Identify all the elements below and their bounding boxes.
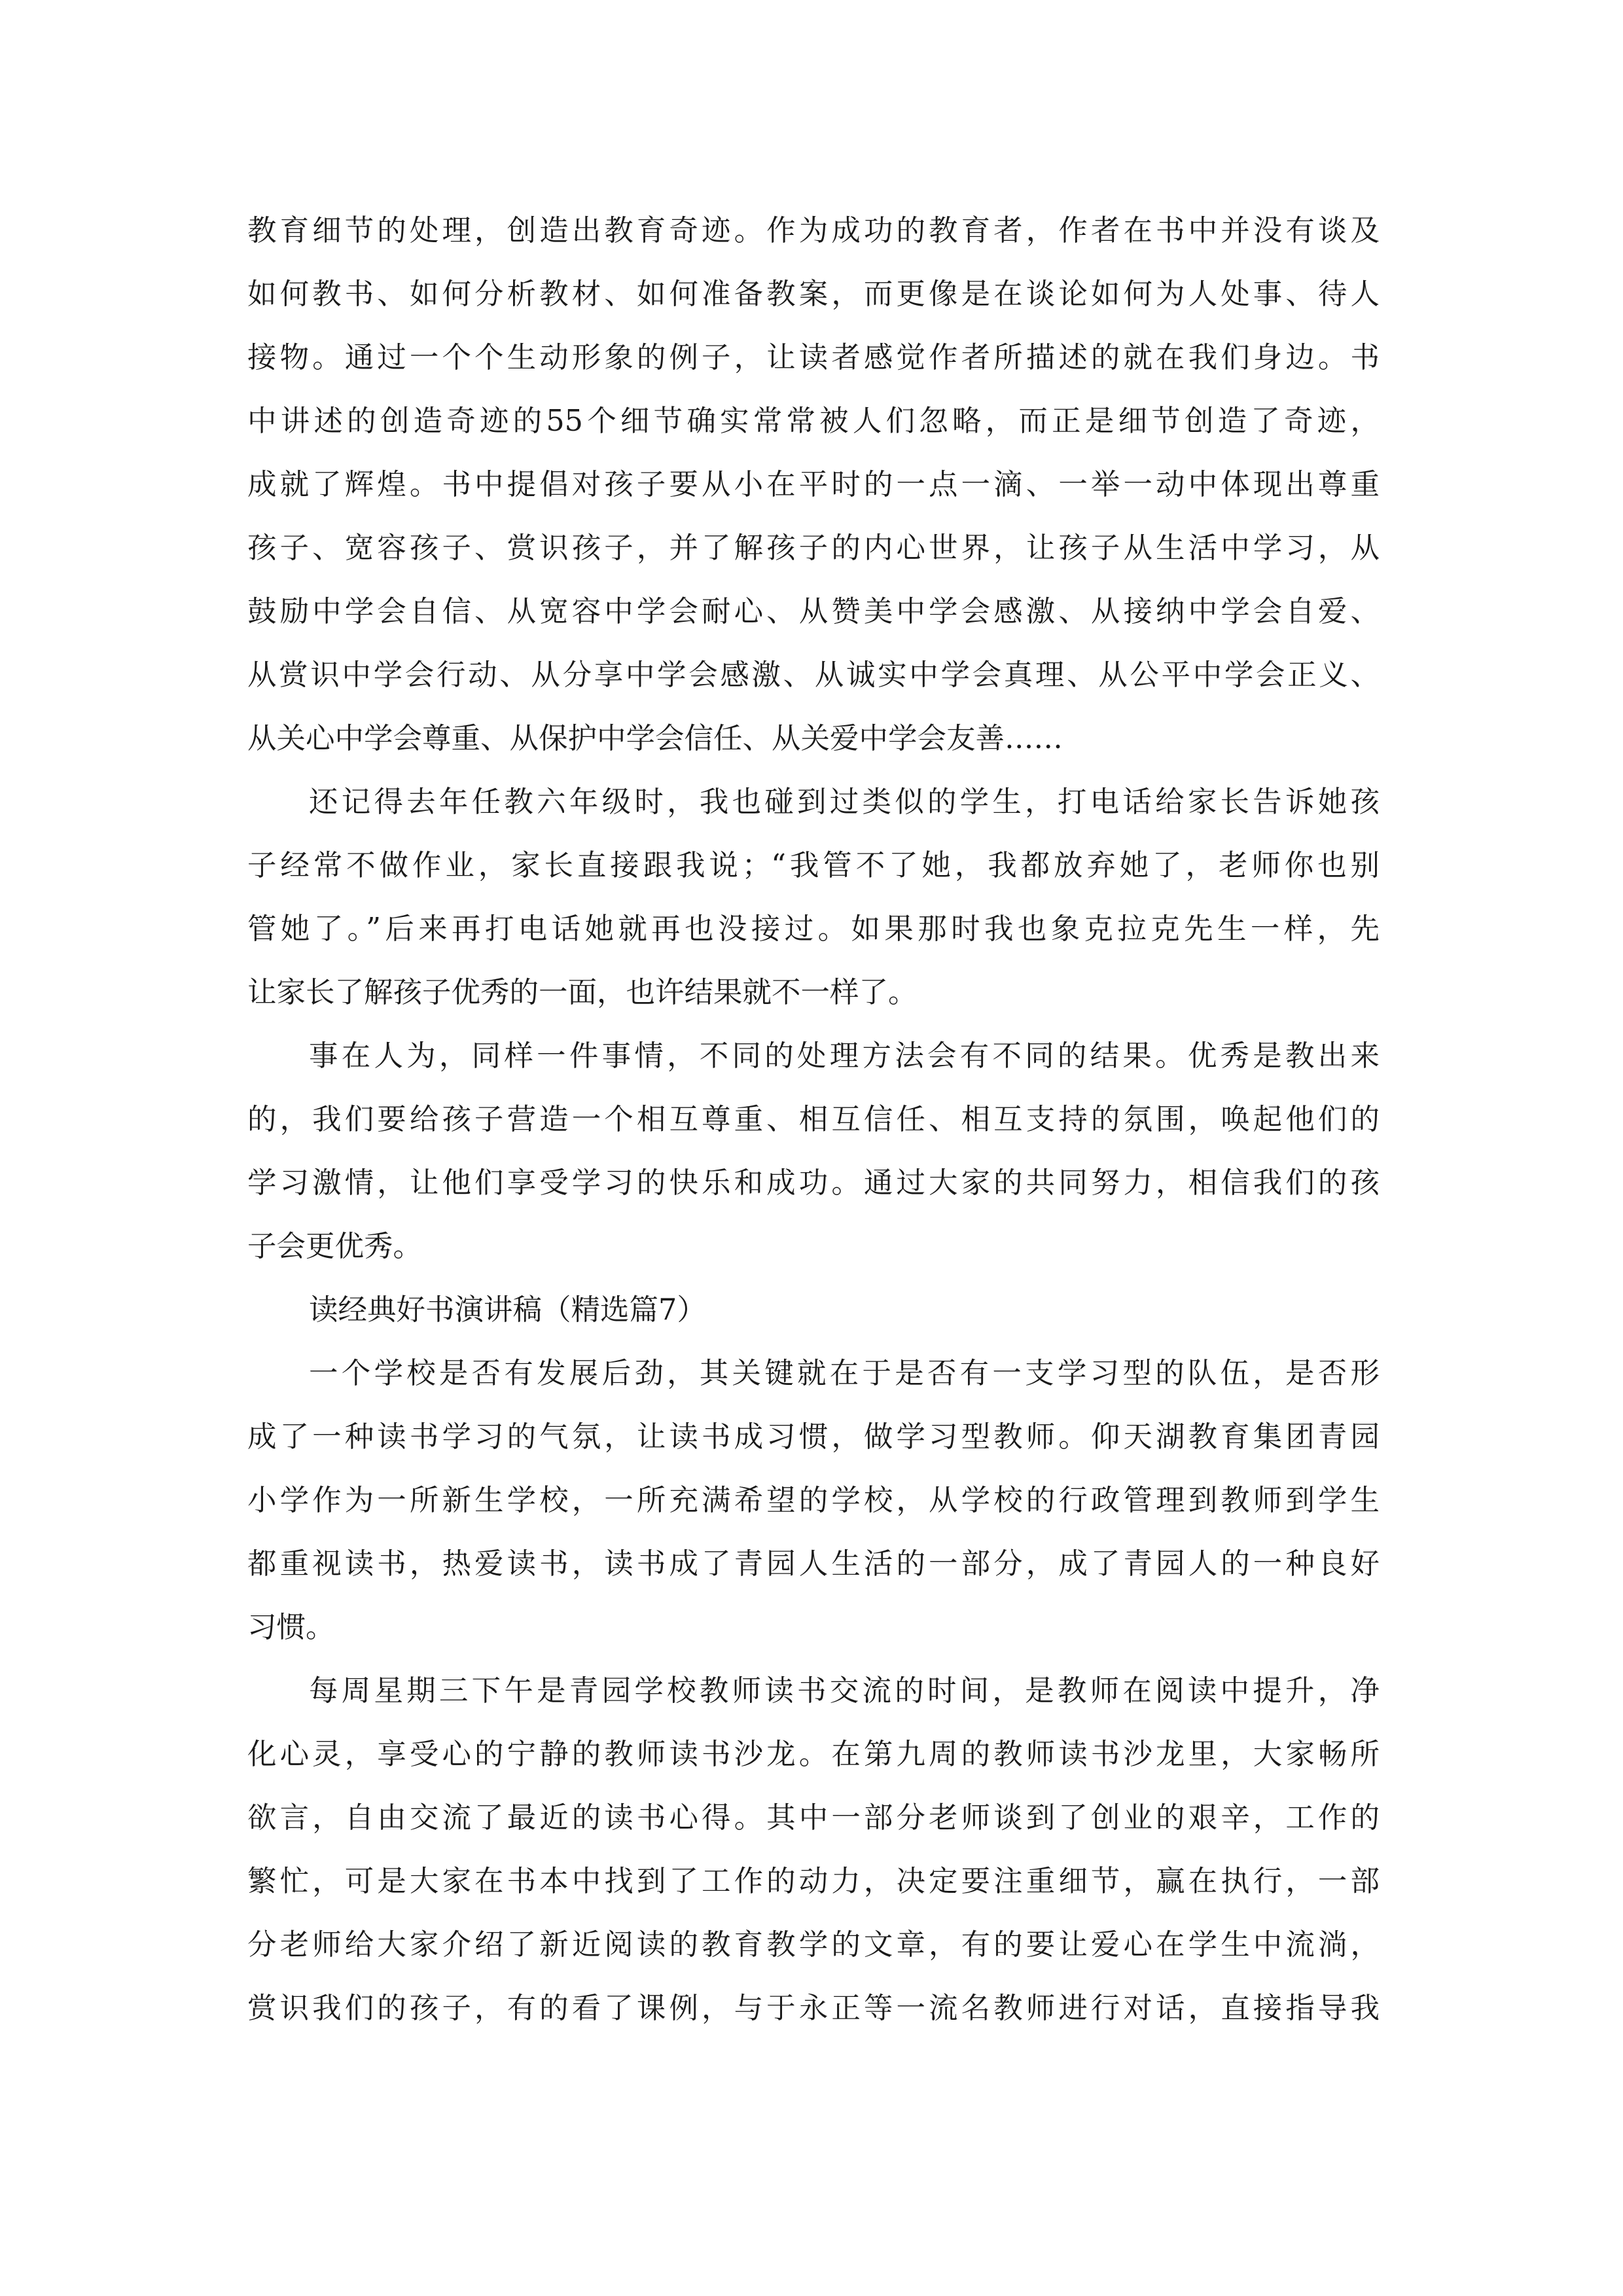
section-title-text: 读经典好书演讲稿（精选篇7） bbox=[309, 1293, 706, 1327]
text-line: 都重视读书，热爱读书，读书成了青园人生活的一部分，成了青园人的一种良好 bbox=[247, 1547, 1380, 1581]
section-title bbox=[247, 1278, 1380, 1342]
text-line: 中讲述的创造奇迹的55个细节确实常常被人们忽略，而正是细节创造了奇迹， bbox=[247, 404, 1380, 438]
text-line: 让家长了解孩子优秀的一面，也许结果就不一样了。 bbox=[247, 976, 918, 1009]
paragraph bbox=[247, 1342, 1380, 1659]
text-line: 习惯。 bbox=[247, 1611, 335, 1644]
text-line: 欲言，自由交流了最近的读书心得。其中一部分老师谈到了创业的艰辛，工作的 bbox=[247, 1801, 1380, 1835]
text-line: 一个学校是否有发展后劲，其关键就在于是否有一支学习型的队伍，是否形 bbox=[309, 1357, 1380, 1390]
text-line: 成就了辉煌。书中提倡对孩子要从小在平时的一点一滴、一举一动中体现出尊重 bbox=[247, 468, 1380, 501]
text-line: 还记得去年任教六年级时，我也碰到过类似的学生，打电话给家长告诉她孩 bbox=[309, 785, 1380, 819]
text-line: 从关心中学会尊重、从保护中学会信任、从关爱中学会友善…… bbox=[247, 722, 1063, 755]
paragraph bbox=[247, 1024, 1380, 1278]
text-line: 鼓励中学会自信、从宽容中学会耐心、从赞美中学会感激、从接纳中学会自爱、 bbox=[247, 595, 1380, 628]
text-line: 繁忙，可是大家在书本中找到了工作的动力，决定要注重细节，赢在执行，一部 bbox=[247, 1865, 1380, 1898]
text-line: 的，我们要给孩子营造一个相互尊重、相互信任、相互支持的氛围，唤起他们的 bbox=[247, 1103, 1380, 1136]
text-line: 小学作为一所新生学校，一所充满希望的学校，从学校的行政管理到教师到学生 bbox=[247, 1484, 1380, 1517]
text-line: 从赏识中学会行动、从分享中学会感激、从诚实中学会真理、从公平中学会正义、 bbox=[247, 658, 1380, 692]
text-line: 子会更优秀。 bbox=[247, 1230, 423, 1263]
paragraph bbox=[247, 770, 1380, 1024]
text-line: 分老师给大家介绍了新近阅读的教育教学的文章，有的要让爱心在学生中流淌， bbox=[247, 1928, 1380, 1962]
paragraph bbox=[247, 199, 1380, 770]
text-line: 如何教书、如何分析教材、如何准备教案，而更像是在谈论如何为人处事、待人 bbox=[247, 278, 1380, 311]
paragraph bbox=[247, 1659, 1380, 2040]
text-line: 化心灵，享受心的宁静的教师读书沙龙。在第九周的教师读书沙龙里，大家畅所 bbox=[247, 1738, 1380, 1771]
text-line: 成了一种读书学习的气氛，让读书成习惯，做学习型教师。仰天湖教育集团青园 bbox=[247, 1420, 1380, 1454]
text-line: 接物。通过一个个生动形象的例子，让读者感觉作者所描述的就在我们身边。书 bbox=[247, 341, 1380, 374]
text-line: 事在人为，同样一件事情，不同的处理方法会有不同的结果。优秀是教出来 bbox=[309, 1039, 1380, 1073]
text-line: 每周星期三下午是青园学校教师读书交流的时间，是教师在阅读中提升，净 bbox=[309, 1674, 1380, 1708]
text-line: 学习激情，让他们享受学习的快乐和成功。通过大家的共同努力，相信我们的孩 bbox=[247, 1166, 1380, 1200]
document-body bbox=[247, 199, 1380, 2040]
text-line: 教育细节的处理，创造出教育奇迹。作为成功的教育者，作者在书中并没有谈及 bbox=[247, 214, 1380, 247]
text-line: 赏识我们的孩子，有的看了课例，与于永正等一流名教师进行对话，直接指导我 bbox=[247, 1992, 1380, 2025]
text-line: 孩子、宽容孩子、赏识孩子，并了解孩子的内心世界，让孩子从生活中学习，从 bbox=[247, 531, 1380, 565]
text-line: 子经常不做作业，家长直接跟我说；“我管不了她，我都放弃她了，老师你也别 bbox=[247, 849, 1380, 882]
text-line: 管她了。”后来再打电话她就再也没接过。如果那时我也象克拉克先生一样，先 bbox=[247, 912, 1380, 946]
